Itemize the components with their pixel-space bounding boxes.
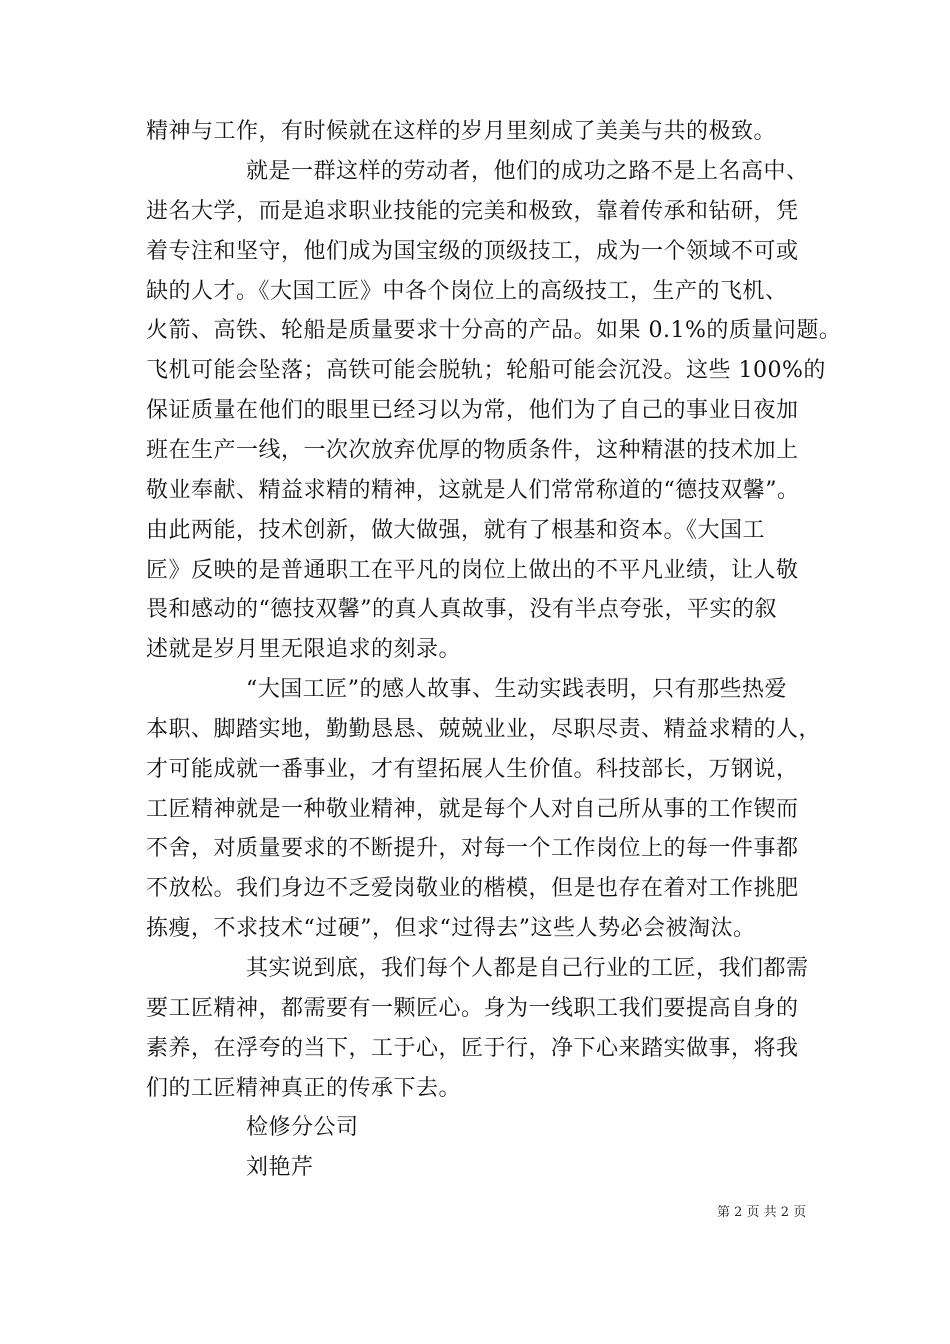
text-line: 火箭、高铁、轮船是质量要求十分高的产品。如果 0.1%的质量问题。 — [146, 318, 842, 343]
page-number-footer: 第 2 页 共 2 页 — [717, 1205, 807, 1220]
text-line: 班在生产一线，一次次放弃优厚的物质条件，这种精湛的技术加上 — [146, 438, 799, 463]
paragraph-start-line: 就是一群这样的劳动者，他们的成功之路不是上名高中、 — [246, 159, 809, 184]
text-line: 畏和感动的“德技双馨”的真人真故事，没有半点夸张，平实的叙 — [146, 597, 777, 622]
text-line: 进名大学，而是追求职业技能的完美和极致，靠着传承和钻研，凭 — [146, 199, 799, 224]
paragraph-start-line: “大国工匠”的感人故事、生动实践表明，只有那些热爱 — [246, 677, 787, 702]
text-line: 拣瘦，不求技术“过硬”，但求“过得去”这些人势必会被淘汰。 — [146, 916, 756, 941]
text-line: 敬业奉献、精益求精的精神，这就是人们常常称道的“德技双馨”。 — [146, 478, 800, 503]
text-line: 缺的人才。《大国工匠》中各个岗位上的高级技工，生产的飞机、 — [146, 279, 788, 304]
text-line: 保证质量在他们的眼里已经习以为常，他们为了自己的事业日夜加 — [146, 398, 799, 423]
organization-name: 检修分公司 — [246, 1115, 359, 1140]
paragraph-start-line: 其实说到底，我们每个人都是自己行业的工匠，我们都需 — [246, 956, 809, 981]
text-line: 不放松。我们身边不乏爱岗敬业的楷模，但是也存在着对工作挑肥 — [146, 876, 799, 901]
text-line: 述就是岁月里无限追求的刻录。 — [146, 637, 462, 662]
text-line: 素养，在浮夸的当下，工于心，匠于行，净下心来踏实做事，将我 — [146, 1036, 799, 1061]
text-line: 由此两能，技术创新，做大做强，就有了根基和资本。《大国工 — [146, 518, 766, 543]
text-line: 才可能成就一番事业，才有望拓展人生价值。科技部长，万钢说， — [146, 757, 799, 782]
text-line: 匠》反映的是普通职工在平凡的岗位上做出的不平凡业绩，让人敬 — [146, 558, 799, 583]
text-line: 本职、脚踏实地，勤勤恳恳、兢兢业业，尽职尽责、精益求精的人， — [146, 717, 822, 742]
text-line: 着专注和坚守，他们成为国宝级的顶级技工，成为一个领域不可或 — [146, 239, 799, 264]
text-line: 飞机可能会坠落；高铁可能会脱轨；轮船可能会沉没。这些 100%的 — [146, 358, 826, 383]
author-name: 刘艳芹 — [246, 1155, 314, 1180]
text-line: 不舍，对质量要求的不断提升，对每一个工作岗位上的每一件事都 — [146, 836, 799, 861]
text-line: 要工匠精神，都需要有一颗匠心。身为一线职工我们要提高自身的 — [146, 996, 799, 1021]
text-line: 们的工匠精神真正的传承下去。 — [146, 1076, 462, 1101]
text-line: 精神与工作，有时候就在这样的岁月里刻成了美美与共的极致。 — [146, 119, 777, 144]
text-line: 工匠精神就是一种敬业精神，就是每个人对自己所从事的工作锲而 — [146, 797, 799, 822]
